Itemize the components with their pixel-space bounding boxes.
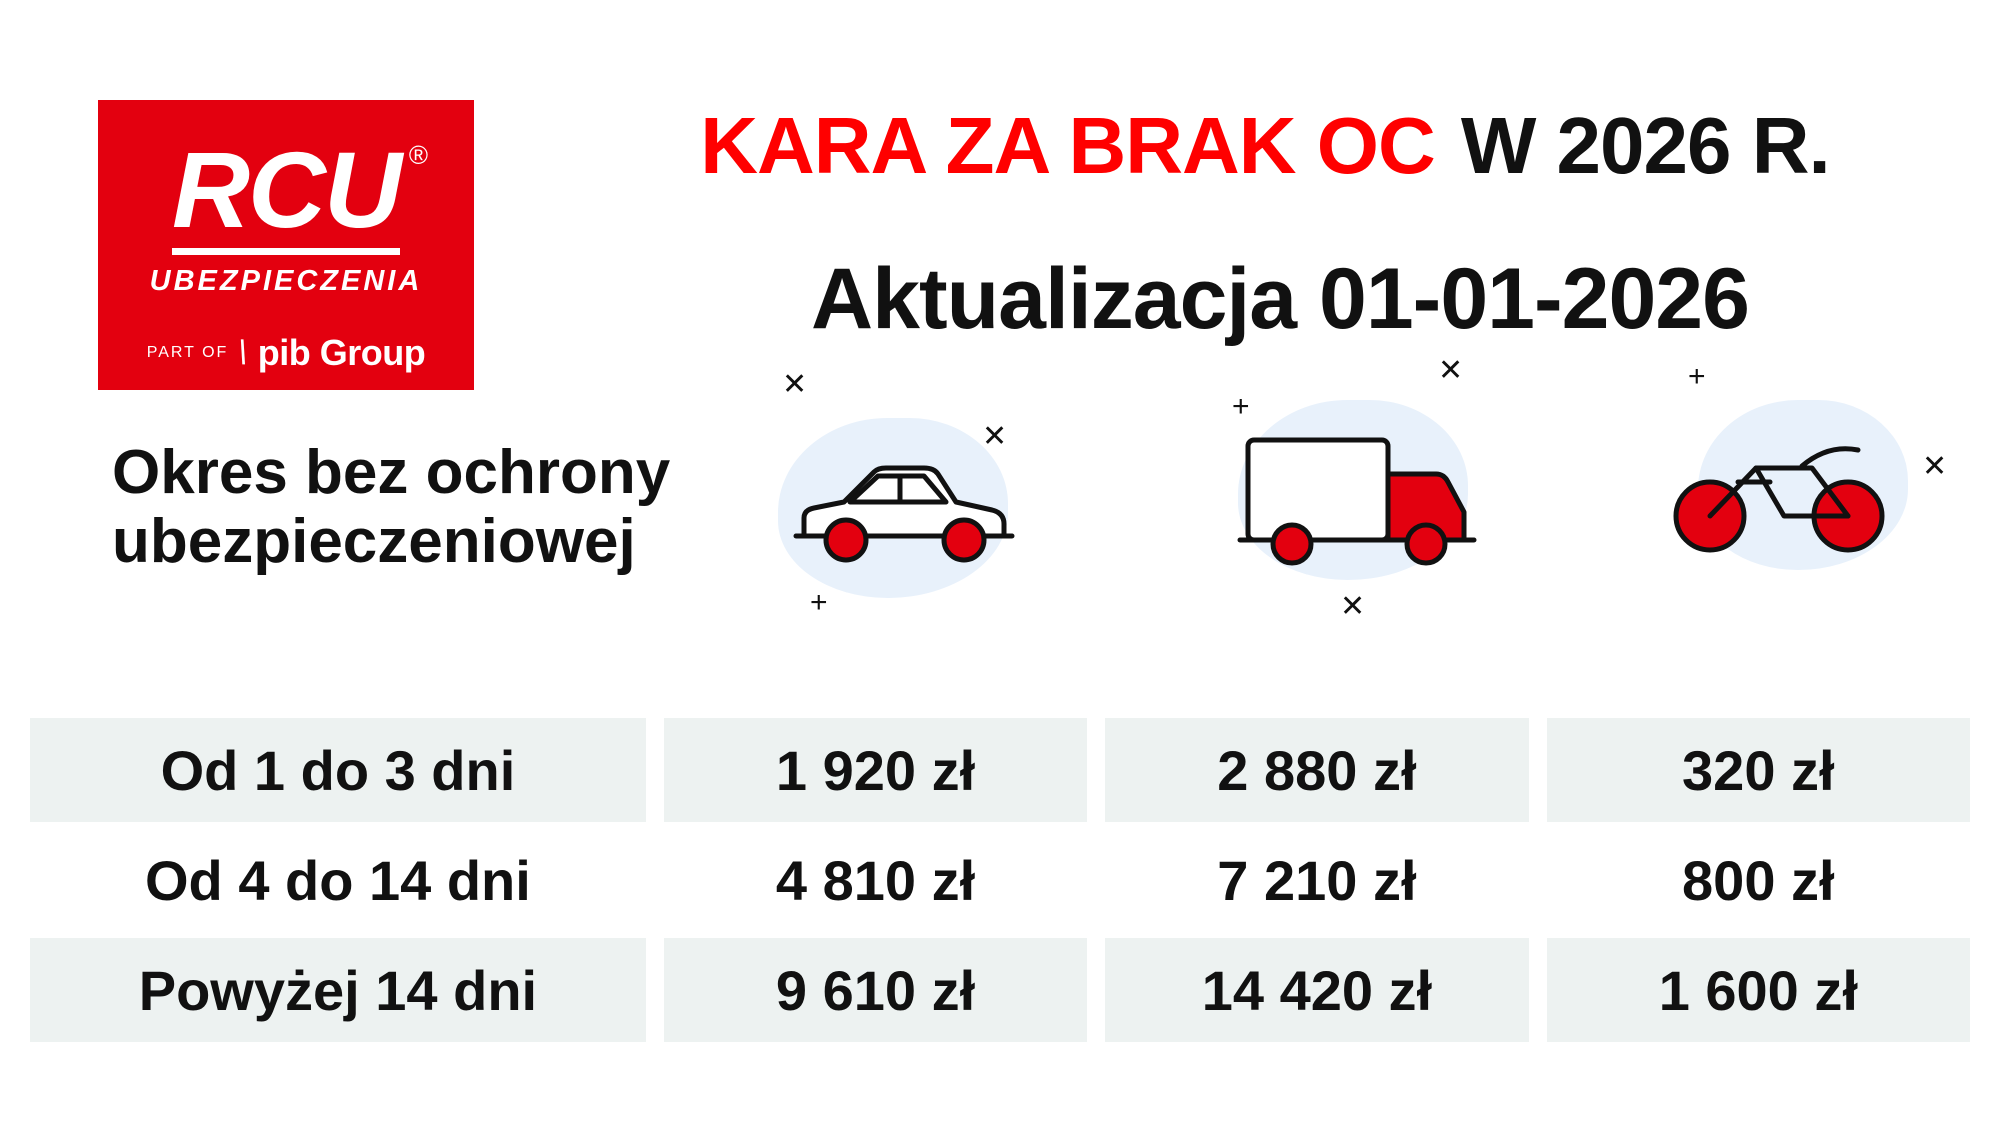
- title-year: W 2026 R.: [1460, 101, 1830, 190]
- car-icon: [774, 440, 1024, 590]
- table-row: [30, 828, 1970, 932]
- logo-subtitle: UBEZPIECZENIA: [149, 265, 423, 297]
- rcu-logo: [98, 100, 474, 390]
- logo-part-of-group: [147, 332, 426, 374]
- sparkle-plus-icon: +: [1688, 360, 1706, 393]
- sparkle-x-icon: ✕: [982, 420, 1008, 453]
- column-header-car: [760, 370, 1140, 670]
- table-row: [30, 718, 1970, 822]
- row-header-line-2: ubezpieczeniowej: [112, 507, 636, 577]
- part-of-label: PART OF: [146, 344, 229, 361]
- motorcycle-amount-cell: 320 zł: [1547, 718, 1970, 822]
- period-cell: Powyżej 14 dni: [30, 938, 646, 1042]
- logo-wordmark: [172, 129, 426, 250]
- slash-icon: \: [234, 334, 252, 372]
- sparkle-x-icon: ✕: [1438, 354, 1464, 387]
- title-highlight: KARA ZA BRAK OC: [700, 101, 1435, 190]
- vehicle-icon-row: [760, 354, 1960, 670]
- row-header-line-1: Okres bez ochrony: [112, 438, 671, 507]
- sparkle-plus-icon: +: [1232, 390, 1250, 423]
- page-subtitle: Aktualizacja 01-01-2026: [811, 251, 1749, 347]
- period-cell: Od 4 do 14 dni: [30, 828, 646, 932]
- period-cell: Od 1 do 3 dni: [30, 718, 646, 822]
- motorcycle-amount-cell: 1 600 zł: [1547, 938, 1970, 1042]
- sparkle-x-icon: ✕: [782, 368, 808, 401]
- table-row: [30, 938, 1970, 1042]
- car-amount-cell: 9 610 zł: [664, 938, 1087, 1042]
- motorcycle-amount-cell: 800 zł: [1547, 828, 1970, 932]
- logo-brand-text: RCU: [172, 129, 400, 250]
- registered-trademark-icon: ®: [408, 140, 426, 170]
- pib-group-label: pib Group: [257, 332, 426, 373]
- table-row-header-label: [112, 438, 772, 577]
- column-header-truck: [1190, 354, 1570, 670]
- sparkle-plus-icon: +: [810, 586, 828, 619]
- car-amount-cell: 4 810 zł: [664, 828, 1087, 932]
- car-amount-cell: 1 920 zł: [664, 718, 1087, 822]
- sparkle-x-icon: ✕: [1340, 590, 1366, 623]
- sparkle-x-icon: ✕: [1922, 450, 1948, 483]
- penalty-table: [30, 718, 1970, 1048]
- column-header-motorcycle: [1640, 360, 2000, 670]
- truck-amount-cell: 2 880 zł: [1105, 718, 1528, 822]
- motorcycle-icon: [1652, 410, 1932, 580]
- page-title: [600, 100, 1930, 192]
- truck-amount-cell: 7 210 zł: [1105, 828, 1528, 932]
- truck-amount-cell: 14 420 zł: [1105, 938, 1528, 1042]
- truck-icon: [1230, 414, 1500, 594]
